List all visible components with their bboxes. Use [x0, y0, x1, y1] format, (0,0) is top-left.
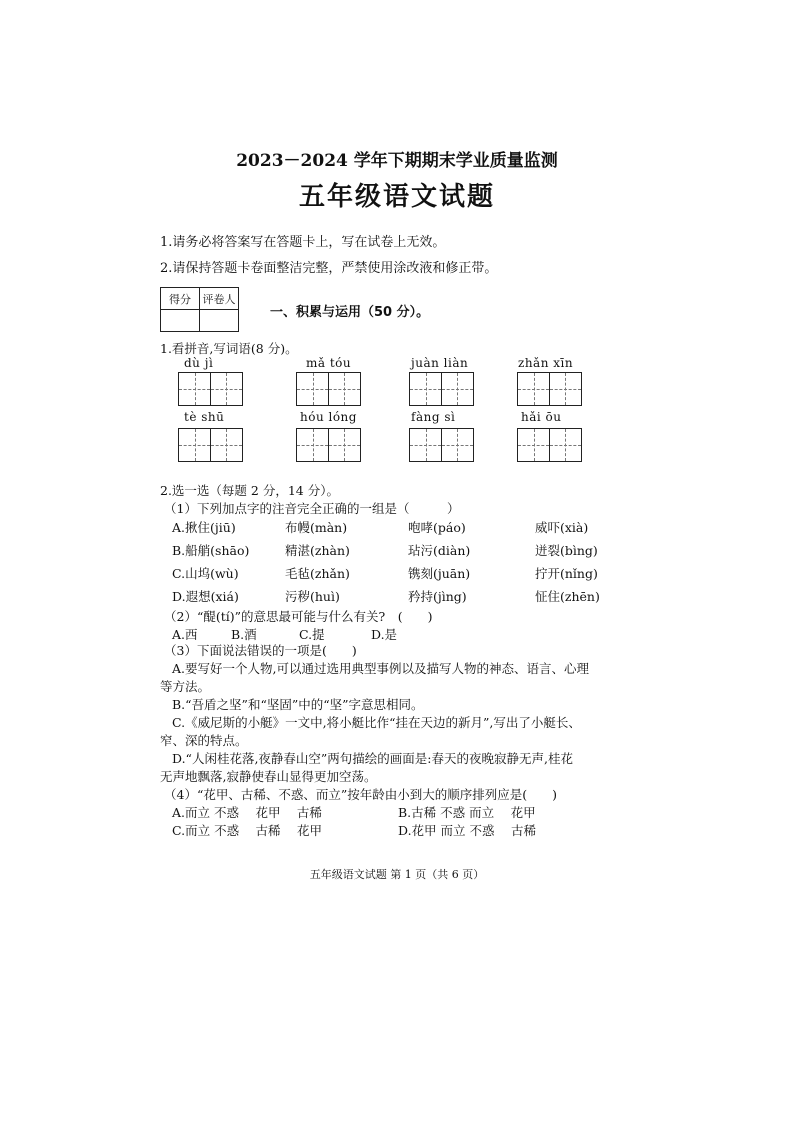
word: 布幔(màn) [285, 520, 348, 535]
answer-grid-4[interactable] [517, 372, 580, 406]
pinyin-5: tè shū [184, 410, 225, 424]
q2-1-option-b[interactable] [172, 541, 249, 559]
answer-grid-1[interactable] [178, 372, 241, 406]
option-label: A. [172, 520, 186, 535]
q2-2-option-b[interactable]: B.酒 [231, 627, 257, 642]
word: 山坞(wù) [185, 566, 239, 581]
q2-4-option-c[interactable]: C.而立 不惑 古稀 花甲 [172, 823, 323, 838]
word: 咆哮(páo) [408, 520, 466, 535]
q2-prompt: 2.选一选（每题 2 分，14 分）。 [160, 483, 339, 498]
pinyin-1: dù jì [184, 356, 214, 370]
answer-grid-6[interactable] [296, 428, 359, 462]
q2-4-option-b[interactable]: B.古稀 不惑 而立 花甲 [398, 805, 536, 820]
answer-grid-8[interactable] [517, 428, 580, 462]
word: 毛毡(zhǎn) [285, 566, 350, 581]
pinyin-6: hóu lóng [300, 410, 357, 424]
grader-header: 评卷人 [200, 288, 239, 310]
word: 威吓(xià) [535, 520, 589, 535]
option-label: D. [172, 589, 186, 604]
word: 遐想(xiá) [185, 589, 239, 604]
q2-3-option-b[interactable]: B.“吾盾之坚”和“坚固”中的“坚”字意思相同。 [172, 697, 424, 712]
q2-3-option-a-cont: 等方法。 [160, 679, 211, 694]
word: 揪住(jiū) [185, 520, 236, 535]
q2-2-option-a[interactable]: A.西 [172, 627, 198, 642]
word: 拧开(nǐng) [535, 566, 598, 581]
answer-grid-3[interactable] [409, 372, 472, 406]
pinyin-8: hǎi ōu [521, 410, 562, 424]
exam-subtitle: 五年级语文试题 [298, 182, 495, 212]
q2-1-option-a[interactable] [172, 518, 236, 536]
q2-3-option-a[interactable]: A.要写好一个人物,可以通过选用典型事例以及描写人物的神态、语言、心理 [172, 661, 589, 676]
q2-4-option-a[interactable]: A.而立 不惑 花甲 古稀 [172, 805, 322, 820]
word: 船艄(shāo) [185, 543, 250, 558]
pinyin-3: juàn liàn [411, 356, 469, 370]
score-header: 得分 [161, 288, 200, 310]
exam-title: 2023－2024 学年下期期末学业质量监测 [236, 151, 558, 171]
q2-3-stem: （3）下面说法错误的一项是( ) [164, 643, 357, 658]
word: 怔住(zhēn) [535, 589, 600, 604]
grader-cell[interactable] [200, 310, 239, 332]
q2-1-option-c[interactable] [172, 564, 239, 582]
word: 精湛(zhàn) [285, 543, 350, 558]
q2-3-option-d-cont: 无声地飘落,寂静使春山显得更加空荡。 [160, 769, 377, 784]
pinyin-7: fàng sì [411, 410, 456, 424]
q2-3-option-c[interactable]: C.《威尼斯的小艇》一文中,将小艇比作“挂在天边的新月”,写出了小艇长、 [172, 715, 581, 730]
answer-grid-7[interactable] [409, 428, 472, 462]
pinyin-2: mǎ tóu [306, 356, 352, 370]
score-table [160, 287, 239, 332]
word: 污秽(huì) [285, 589, 340, 604]
option-label: C. [172, 566, 186, 581]
q2-1-option-d[interactable] [172, 587, 239, 605]
page-footer: 五年级语文试题 第 1 页（共 6 页） [309, 868, 485, 881]
section-1-title: 一、积累与运用（50 分）。 [270, 305, 430, 320]
q2-2-option-d[interactable]: D.是 [371, 627, 398, 642]
q2-3-option-c-cont: 窄、深的特点。 [160, 733, 248, 748]
answer-grid-5[interactable] [178, 428, 241, 462]
word: 迸裂(bìng) [535, 543, 598, 558]
q2-1-stem: （1）下列加点字的注音完全正确的一组是（ ） [164, 501, 460, 516]
q2-4-stem: （4）“花甲、古稀、不惑、而立”按年龄由小到大的顺序排列应是( ) [164, 787, 557, 802]
word: 镌刻(juān) [408, 566, 471, 581]
q1-prompt: 1.看拼音,写词语(8 分)。 [160, 341, 298, 356]
word: 矜持(jìng) [408, 589, 467, 604]
note-2: 2.请保持答题卡卷面整洁完整，严禁使用涂改液和修正带。 [160, 261, 498, 276]
score-cell[interactable] [161, 310, 200, 332]
answer-grid-2[interactable] [296, 372, 359, 406]
word: 玷污(diàn) [408, 543, 471, 558]
q2-3-option-d[interactable]: D.“人闲桂花落,夜静春山空”两句描绘的画面是:春天的夜晚寂静无声,桂花 [172, 751, 573, 766]
option-label: B. [172, 543, 186, 558]
q2-4-option-d[interactable]: D.花甲 而立 不惑 古稀 [398, 823, 536, 838]
q2-2-stem: （2）“醍(tí)”的意思最可能与什么有关? ( ) [164, 609, 433, 624]
q2-2-option-c[interactable]: C.提 [299, 627, 325, 642]
pinyin-4: zhǎn xīn [518, 356, 574, 370]
note-1: 1.请务必将答案写在答题卡上，写在试卷上无效。 [160, 235, 446, 250]
